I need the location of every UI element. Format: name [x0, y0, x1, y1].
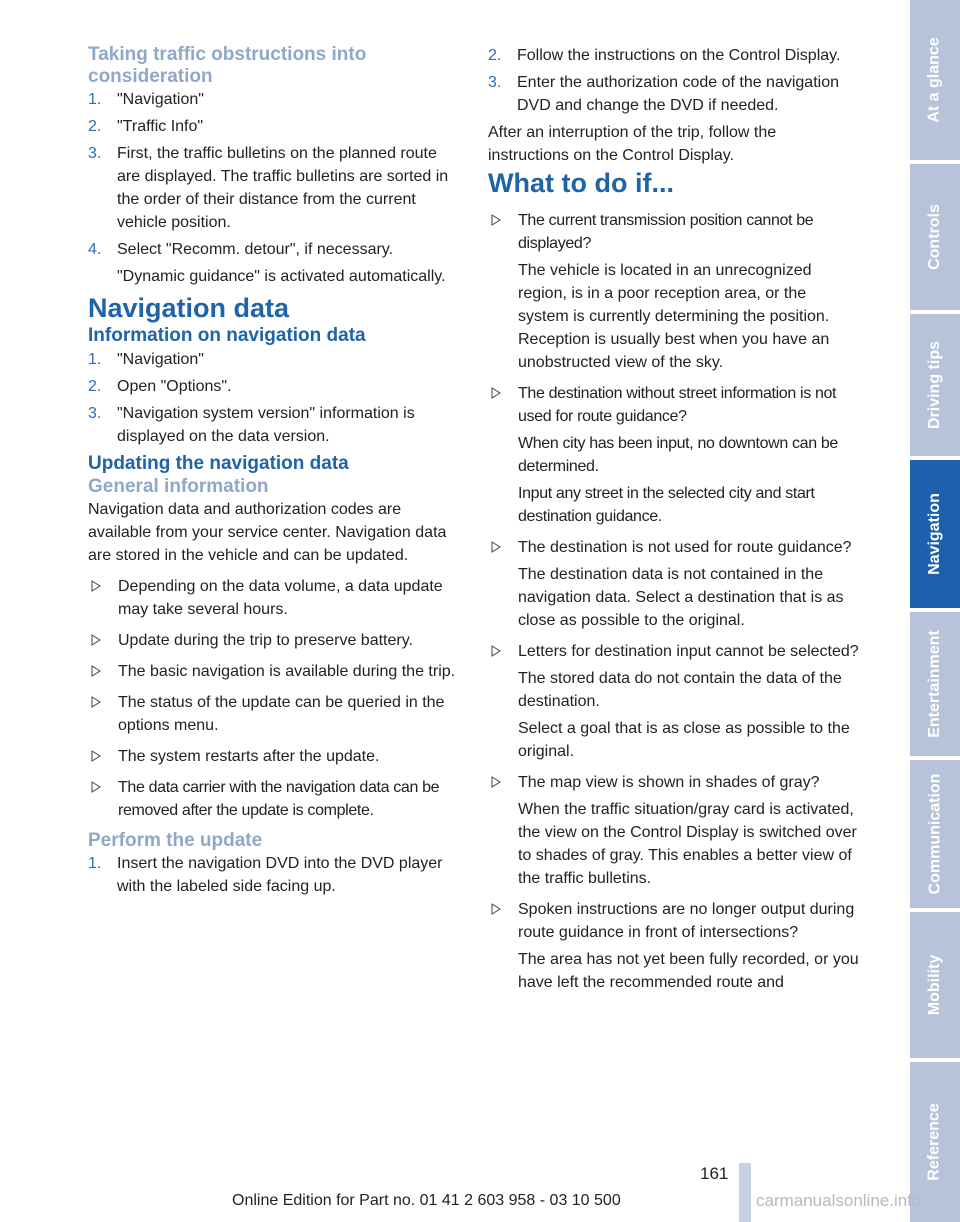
list-item: 3. First, the traffic bulletins on the planned route are displayed. The traffic bulletins are sorted in the order of their distance from the current vehicle position. [88, 145, 449, 231]
tab-communication[interactable]: Communication [910, 760, 960, 908]
triangle-bullet-icon [491, 387, 501, 399]
tab-reference[interactable]: Reference [910, 1062, 960, 1222]
perform-steps-continued [488, 44, 860, 117]
footer-edition: Online Edition for Part no. 01 41 2 603 958 - 03 10 500 [232, 1192, 621, 1209]
list-item: The system restarts after the update. [88, 745, 464, 768]
page-number: 161 [700, 1164, 729, 1183]
info-steps [88, 348, 464, 448]
faq-item: The destination without street information is not used for route guidance? When city has been input, no downtown can be determined. Input any street in the selected city and start destination guidance. [488, 382, 860, 528]
list-item: 3. "Navigation system version" information is displayed on the data version. [88, 405, 415, 445]
triangle-bullet-icon [91, 634, 101, 646]
list-item: The status of the update can be queried in the options menu. [88, 691, 464, 737]
step-note: "Dynamic guidance" is activated automatically. [117, 268, 446, 285]
perform-heading: Perform the update [88, 830, 263, 851]
faq-item: The map view is shown in shades of gray? When the traffic situation/gray card is activated, the view on the Control Display is switched over to shades of gray. This enables a better view of the traffic bulletins. [488, 771, 860, 890]
right-column [488, 44, 860, 1002]
traffic-heading: Taking traffic obstructions into consideration [88, 44, 367, 87]
nav-data-heading: Navigation data [88, 293, 290, 323]
section-tabs [910, 0, 960, 1222]
list-item: 1. Insert the navigation DVD into the DVD player with the labeled side facing up. [88, 855, 443, 895]
triangle-bullet-icon [91, 781, 101, 793]
list-item: Depending on the data volume, a data update may take several hours. [88, 575, 464, 621]
general-bullets [88, 575, 464, 822]
faq-item: The current transmission position cannot be displayed? The vehicle is located in an unrecognized region, is in a poor reception area, or the system is currently determining the position. Reception is usually best when you have an unobstructed view of the sky. [488, 209, 860, 374]
tab-mobility[interactable]: Mobility [910, 912, 960, 1058]
list-item: 2. Follow the instructions on the Control Display. [488, 47, 841, 64]
faq-item: Letters for destination input cannot be selected? The stored data do not contain the data of the destination. Select a goal that is as close as possible to the original. [488, 640, 860, 763]
traffic-steps [88, 88, 464, 288]
left-column [88, 44, 464, 902]
list-item: 1. "Navigation" [88, 351, 204, 368]
triangle-bullet-icon [491, 776, 501, 788]
triangle-bullet-icon [91, 665, 101, 677]
tab-controls[interactable]: Controls [910, 164, 960, 310]
whattodo-heading: What to do if... [488, 168, 674, 198]
tab-entertainment[interactable]: Entertainment [910, 612, 960, 756]
triangle-bullet-icon [491, 214, 501, 226]
triangle-bullet-icon [491, 541, 501, 553]
triangle-bullet-icon [491, 645, 501, 657]
triangle-bullet-icon [491, 903, 501, 915]
triangle-bullet-icon [91, 696, 101, 708]
watermark: carmanualsonline.info [756, 1191, 922, 1210]
tab-at-a-glance[interactable]: At a glance [910, 0, 960, 160]
page-number-bar [739, 1163, 751, 1222]
tab-navigation[interactable]: Navigation [910, 460, 960, 608]
tab-driving-tips[interactable]: Driving tips [910, 314, 960, 456]
list-item: The basic navigation is available during the trip. [88, 660, 464, 683]
list-item: 2. "Traffic Info" [88, 118, 204, 135]
general-heading: General information [88, 476, 269, 497]
updating-heading: Updating the navigation data [88, 453, 349, 474]
triangle-bullet-icon [91, 750, 101, 762]
info-heading: Information on navigation data [88, 325, 366, 346]
list-item: 2. Open "Options". [88, 378, 232, 395]
after-text: After an interruption of the trip, follow the instructions on the Control Display. [488, 124, 777, 164]
list-item: 3. Enter the authorization code of the navigation DVD and change the DVD if needed. [488, 74, 839, 114]
faq-item: The destination is not used for route guidance? The destination data is not contained in the navigation data. Select a destination that is as close as possible to the original. [488, 536, 860, 632]
general-text: Navigation data and authorization codes are available from your service center. Navigation data are stored in the vehicle and can be updated. [88, 501, 447, 564]
list-item: 1. "Navigation" [88, 91, 204, 108]
list-item: The data carrier with the navigation data can be removed after the update is complete. [88, 776, 464, 822]
list-item: 4. Select "Recomm. detour", if necessary. "Dynamic guidance" is activated automatically. [88, 238, 464, 288]
faq-list [488, 209, 860, 994]
perform-steps [88, 852, 464, 898]
faq-item: Spoken instructions are no longer output during route guidance in front of intersections? The area has not yet been fully recorded, or you have left the recommended route and [488, 898, 860, 994]
triangle-bullet-icon [91, 580, 101, 592]
list-item: Update during the trip to preserve battery. [88, 629, 464, 652]
